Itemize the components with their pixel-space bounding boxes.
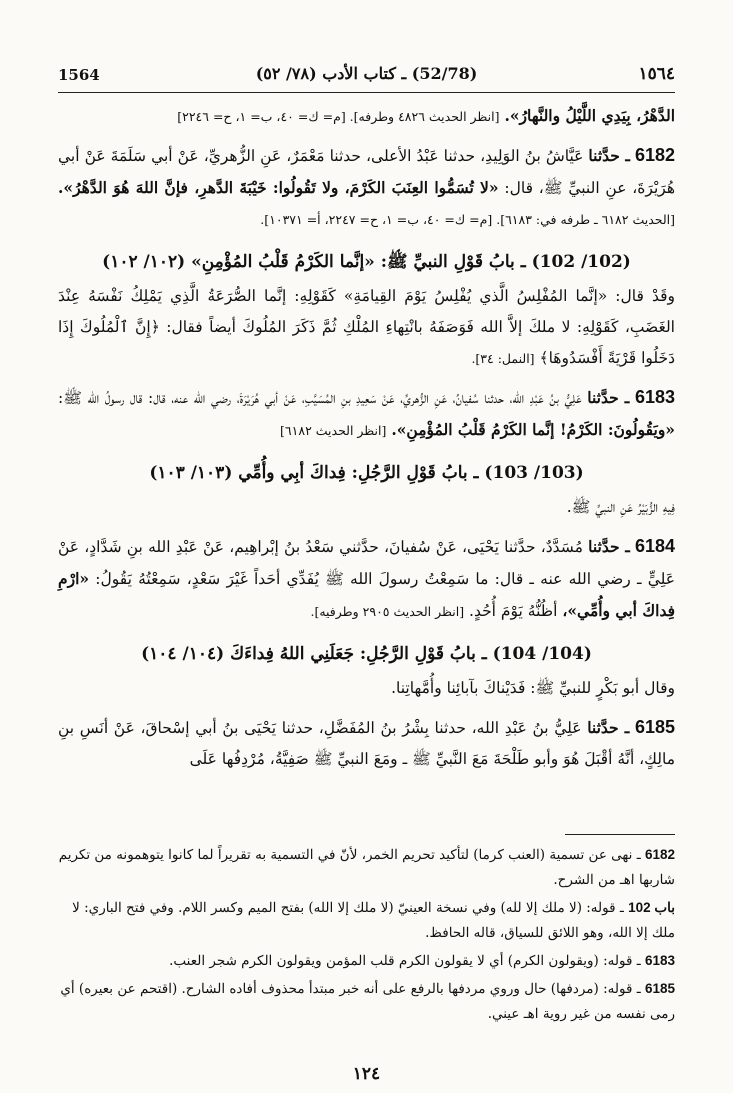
bab-103-text: فِيهِ الزُّبَيْرُ عَنِ النبيِّ ﷺ. bbox=[566, 498, 675, 516]
page-number-bottom: ١٢٤ bbox=[352, 1064, 381, 1084]
footnote-number: باب 102 bbox=[628, 900, 675, 915]
hadith-ref: [انظر الحديث ٦١٨٢] bbox=[280, 423, 387, 438]
footnote-number: 6182 bbox=[644, 847, 675, 862]
footnote-text: ـ قوله: (ويقولون الكرم) أي لا يقولون الكرم قلب المؤمن ويقولون الكرم شجر العنب. bbox=[169, 953, 641, 969]
hadith-isnad: عَيَّاشُ بنُ الوَلِيدِ، حدثنا عَبْدُ الأعلى، حدثنا مَعْمَرٌ، عَنِ الزُّهريِّ، عَنْ أبي سَلَمَةَ عَنْ أبي هُرَيْرَةَ، عنِ النبيِّ ﷺ، قال: bbox=[58, 147, 675, 197]
hadith-lead: ـ حدَّثنا bbox=[587, 388, 630, 407]
footnote-rule bbox=[565, 834, 675, 835]
hadith-matn: «لا تُسَمُّوا العِنَبَ الكَرْمَ، ولا تَقُولُوا: خَيْبَةَ الدَّهرِ، فإنَّ اللهَ هُوَ الدَّهْرُ». bbox=[58, 178, 499, 197]
hadith-matn: «ارْمِ فِداكَ أبي وأُمِّي»، bbox=[58, 569, 675, 620]
hadith-isnad: عَلِيُّ بنُ عَبْدِ الله، حدثنا بِشْرُ بنُ المُفَضَّلِ، حدثنا يَحْيَى بنُ أبي إسْحاقَ، عَنْ أنَسِ بنِ مالِكٍ، أنَّهُ أقْبَلَ هُوَ وأبو طَلْحَةَ مَعَ النَّبيِّ ﷺ ـ ومَعَ النبيِّ ﷺ صَفِيَّةُ، مُرْدِفُها عَلَى bbox=[58, 719, 675, 768]
header-rule bbox=[58, 92, 675, 93]
bab-104-heading: (104/ 104) ـ بابُ قَوْلِ الرَّجُلِ: جَعَلَنِي اللهُ فِداءَكَ (١٠٤/ ١٠٤) bbox=[141, 644, 592, 664]
continuation-text: الدَّهْرُ، بِيَدِي اللَّيْلُ والنَّهارُ». bbox=[504, 106, 675, 125]
bab-102-text bbox=[58, 281, 675, 374]
hadith-matn: «ويَقُولُونَ: الكَرْمُ! إنَّما الكَرْمُ قَلْبُ المُؤْمِنِ». bbox=[391, 420, 675, 439]
hadith-6183 bbox=[58, 382, 675, 446]
hadith-6182 bbox=[58, 140, 675, 235]
hadith-after: أظُنُّهُ يَوْمَ أُحُدٍ. bbox=[469, 602, 558, 620]
hadith-lead: ـ حدَّثنا bbox=[587, 718, 630, 737]
bab-102-ref: [النمل: ٣٤]. bbox=[471, 351, 535, 366]
hadith-isnad: عَلِيُّ بنُ عَبْدِ الله، حدثنا سُفيانُ، عَنِ الزُّهريِّ، عَنْ سَعِيدِ بنِ المُسَيَّبِ، عَنْ أبي هُرَيْرَةَ، رضي الله عنه، قال: قال رسولُ الله ﷺ: bbox=[58, 389, 582, 407]
hadith-number: 6183 bbox=[634, 387, 675, 407]
bab-102-body: وقَدْ قال: «إنَّما المُفْلِسُ الَّذي يُفْلِسُ يَوْمَ القِيامَةِ» كَقَوْلِهِ: إنَّما الصُّرَعَةُ الَّذِي يَمْلِكُ نَفْسَهُ عِنْدَ الغَضَبِ، كَقَوْلِهِ: لا ملكَ إلاَّ الله فَوَصَفَهُ بانْتِهاءِ المُلْكِ ثُمَّ ذَكَرَ المُلُوكَ أيضاً فقال: ﴿إِنَّ ٱلْمُلُوكَ إِذَا دَخَلُوا قَرْيَةً أَفْسَدُوهَا﴾ bbox=[58, 287, 675, 367]
footnote-text: ـ نهى عن تسمية (العنب كرما) لتأكيد تحريم الخمر، لأنّ في التسمية به تقريراً لما كانوا يتوهمونه من تكريم شاربها اهـ من الشرح. bbox=[58, 847, 675, 888]
hadith-6185 bbox=[58, 712, 675, 775]
footnote bbox=[58, 842, 675, 893]
continuation-paragraph bbox=[58, 100, 675, 132]
main-text bbox=[58, 100, 675, 775]
hadith-6184 bbox=[58, 531, 675, 627]
footnote-number: 6183 bbox=[644, 953, 675, 968]
hadith-isnad: مُسَدَّدٌ، حدَّثنا يَحْيَى، عَنْ سُفيانَ، حدَّثني سَعْدُ بنُ إبْراهِيم، عَنْ عَبْدِ الله بنِ شَدَّادٍ، عَنْ عَلِيٍّ ـ رضي الله عنه ـ قال: ما سَمِعْتُ رسولَ الله ﷺ يُفَدِّي أحَداً غَيْرَ سَعْدٍ، سَمِعْتُهُ يَقُولُ: bbox=[58, 538, 675, 588]
running-header bbox=[58, 62, 675, 92]
footnotes bbox=[58, 842, 675, 1029]
bab-103-heading: (103/ 103) ـ بابُ قَوْلِ الرَّجُلِ: فِداكَ أبِي وأُمِّي (١٠٣/ ١٠٣) bbox=[149, 463, 584, 483]
hadith-lead: ـ حدَّثنا bbox=[588, 146, 630, 165]
hadith-number: 6182 bbox=[634, 145, 675, 165]
continuation-ref: [انظر الحديث ٤٨٢٦ وطرفه]. [م= ك= ٤٠، ب= ١، ح= ٢٢٤٦] bbox=[177, 109, 500, 124]
footnote bbox=[58, 976, 675, 1027]
hadith-lead: ـ حدَّثنا bbox=[588, 537, 630, 556]
page-number-latin: 1564 bbox=[58, 66, 100, 84]
footnote-text: ـ قوله: (لا ملك إلا لله) وفي نسخة العينيّ (لا ملك إلا الله) بفتح الميم وكسر اللام. وفي فتح الباري: لا ملك إلا الله، وهو اللائق للسياق، قاله الحافظ. bbox=[72, 900, 675, 941]
hadith-number: 6185 bbox=[634, 717, 675, 737]
hadith-ref: [انظر الحديث ٢٩٠٥ وطرفيه]. bbox=[310, 604, 465, 619]
hadith-ref: [الحديث ٦١٨٢ ـ طرفه في: ٦١٨٣]. [م= ك= ٤٠، ب= ١، ح= ٢٢٤٧، أ= ١٠٣٧١]. bbox=[260, 212, 675, 227]
footnote-number: 6185 bbox=[644, 981, 675, 996]
footnote bbox=[58, 895, 675, 946]
bab-104-text: وقال أبو بَكْرٍ للنبيِّ ﷺ: فَدَيْناكَ بآبائِنا وأُمَّهاتِنا. bbox=[391, 679, 675, 697]
footnote bbox=[58, 948, 675, 974]
footnote-text: ـ قوله: (مردفها) حال وروي مردفها بالرفع على أنه خبر مبتدأ محذوف أفاده الشارح. (اقتحم عن بعيره) أي رمى نفسه من غير روية اهـ عيني. bbox=[60, 981, 675, 1022]
hadith-number: 6184 bbox=[634, 536, 675, 556]
chapter-title: (52/78) ـ كتاب الأدب (٧٨/ ٥٢) bbox=[255, 64, 478, 83]
page-number-arabic: ١٥٦٤ bbox=[638, 64, 675, 84]
bab-102-heading: (102/ 102) ـ بابُ قَوْلِ النبيِّ ﷺ: «إنَّما الكَرْمُ قَلْبُ المُؤْمِنِ» (١٠٢/ ١٠٢) bbox=[102, 252, 631, 272]
